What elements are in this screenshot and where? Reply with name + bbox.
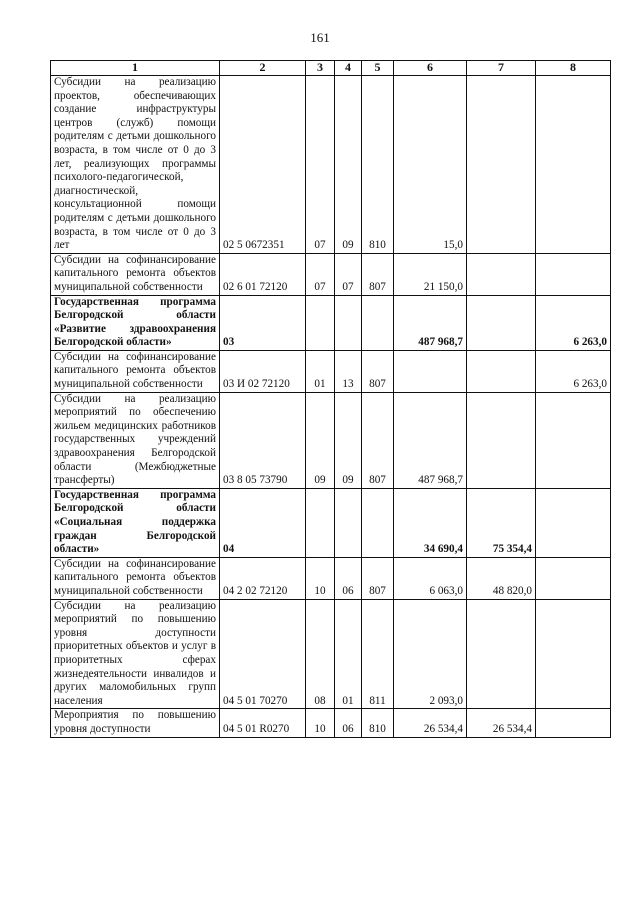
page-number: 161 <box>310 30 330 45</box>
row-col7 <box>467 253 536 295</box>
row-subsection: 06 <box>335 557 362 599</box>
row-expense-type: 811 <box>362 599 394 709</box>
row-expense-type: 807 <box>362 557 394 599</box>
row-name: Государственная программа Белгородской области «Социальная поддержка граждан Белгородской области» <box>51 488 220 557</box>
row-code: 04 <box>220 488 306 557</box>
table-row <box>51 599 611 709</box>
row-subsection: 06 <box>335 709 362 737</box>
row-subsection: 01 <box>335 599 362 709</box>
row-col8: 6 263,0 <box>536 350 611 392</box>
row-expense-type: 807 <box>362 350 394 392</box>
row-name: Субсидии на реализацию проектов, обеспечивающих создание инфраструктуры центров (служб) помощи родителям с детьми дошкольного возраста, в том числе от 0 до 3 лет, реализующих программы психолого-педагогической, диагностической, консультационной помощи родителям с детьми дошкольного возраста, в том числе от 0 до 3 лет <box>51 76 220 254</box>
header-cell: 7 <box>467 61 536 76</box>
header-cell: 8 <box>536 61 611 76</box>
row-code: 04 2 02 72120 <box>220 557 306 599</box>
row-code: 04 5 01 70270 <box>220 599 306 709</box>
header-row <box>51 61 611 76</box>
row-col7: 75 354,4 <box>467 488 536 557</box>
row-section: 07 <box>306 76 335 254</box>
row-subsection: 09 <box>335 392 362 488</box>
row-expense-type <box>362 488 394 557</box>
row-col8 <box>536 557 611 599</box>
row-name: Мероприятия по повышению уровня доступности <box>51 709 220 737</box>
table-row <box>51 488 611 557</box>
row-name: Субсидии на реализацию мероприятий по обеспечению жильем медицинских работников государственных учреждений здравоохранения Белгородской области (Межбюджетные трансферты) <box>51 392 220 488</box>
row-col6: 487 968,7 <box>394 295 467 350</box>
row-col6: 2 093,0 <box>394 599 467 709</box>
table-row <box>51 295 611 350</box>
row-col7 <box>467 295 536 350</box>
row-col7 <box>467 76 536 254</box>
row-section: 01 <box>306 350 335 392</box>
header-cell: 3 <box>306 61 335 76</box>
header-cell: 6 <box>394 61 467 76</box>
row-section <box>306 488 335 557</box>
row-col8: 6 263,0 <box>536 295 611 350</box>
table-row <box>51 557 611 599</box>
row-col7: 26 534,4 <box>467 709 536 737</box>
row-expense-type: 810 <box>362 76 394 254</box>
row-section: 08 <box>306 599 335 709</box>
row-expense-type: 810 <box>362 709 394 737</box>
table-row <box>51 76 611 254</box>
row-subsection: 13 <box>335 350 362 392</box>
row-col8 <box>536 253 611 295</box>
row-code: 03 <box>220 295 306 350</box>
row-col7 <box>467 599 536 709</box>
row-section: 10 <box>306 709 335 737</box>
table-row <box>51 392 611 488</box>
row-section <box>306 295 335 350</box>
row-code: 03 8 05 73790 <box>220 392 306 488</box>
row-name: Государственная программа Белгородской области «Развитие здравоохранения Белгородской области» <box>51 295 220 350</box>
budget-table <box>50 60 611 738</box>
row-expense-type <box>362 295 394 350</box>
row-subsection: 09 <box>335 76 362 254</box>
row-subsection <box>335 295 362 350</box>
row-col6 <box>394 350 467 392</box>
header-cell: 2 <box>220 61 306 76</box>
row-col7: 48 820,0 <box>467 557 536 599</box>
row-subsection: 07 <box>335 253 362 295</box>
row-code: 02 6 01 72120 <box>220 253 306 295</box>
row-name: Субсидии на софинансирование капитального ремонта объектов муниципальной собственности <box>51 253 220 295</box>
row-col8 <box>536 392 611 488</box>
row-name: Субсидии на реализацию мероприятий по повышению уровня доступности приоритетных объектов и услуг в приоритетных сферах жизнедеятельности инвалидов и других маломобильных групп населения <box>51 599 220 709</box>
table-row <box>51 253 611 295</box>
row-subsection <box>335 488 362 557</box>
row-code: 02 5 0672351 <box>220 76 306 254</box>
row-col7 <box>467 392 536 488</box>
row-name: Субсидии на софинансирование капитального ремонта объектов муниципальной собственности <box>51 350 220 392</box>
row-code: 04 5 01 R0270 <box>220 709 306 737</box>
row-code: 03 И 02 72120 <box>220 350 306 392</box>
row-col6: 34 690,4 <box>394 488 467 557</box>
row-col8 <box>536 76 611 254</box>
table-row <box>51 350 611 392</box>
row-section: 07 <box>306 253 335 295</box>
table-row <box>51 709 611 737</box>
header-cell: 4 <box>335 61 362 76</box>
row-col8 <box>536 709 611 737</box>
row-section: 09 <box>306 392 335 488</box>
row-col6: 26 534,4 <box>394 709 467 737</box>
row-col6: 21 150,0 <box>394 253 467 295</box>
row-col7 <box>467 350 536 392</box>
row-col8 <box>536 488 611 557</box>
row-section: 10 <box>306 557 335 599</box>
header-cell: 5 <box>362 61 394 76</box>
row-col8 <box>536 599 611 709</box>
row-col6: 15,0 <box>394 76 467 254</box>
row-name: Субсидии на софинансирование капитального ремонта объектов муниципальной собственности <box>51 557 220 599</box>
row-col6: 487 968,7 <box>394 392 467 488</box>
row-col6: 6 063,0 <box>394 557 467 599</box>
row-expense-type: 807 <box>362 392 394 488</box>
row-expense-type: 807 <box>362 253 394 295</box>
header-cell: 1 <box>51 61 220 76</box>
